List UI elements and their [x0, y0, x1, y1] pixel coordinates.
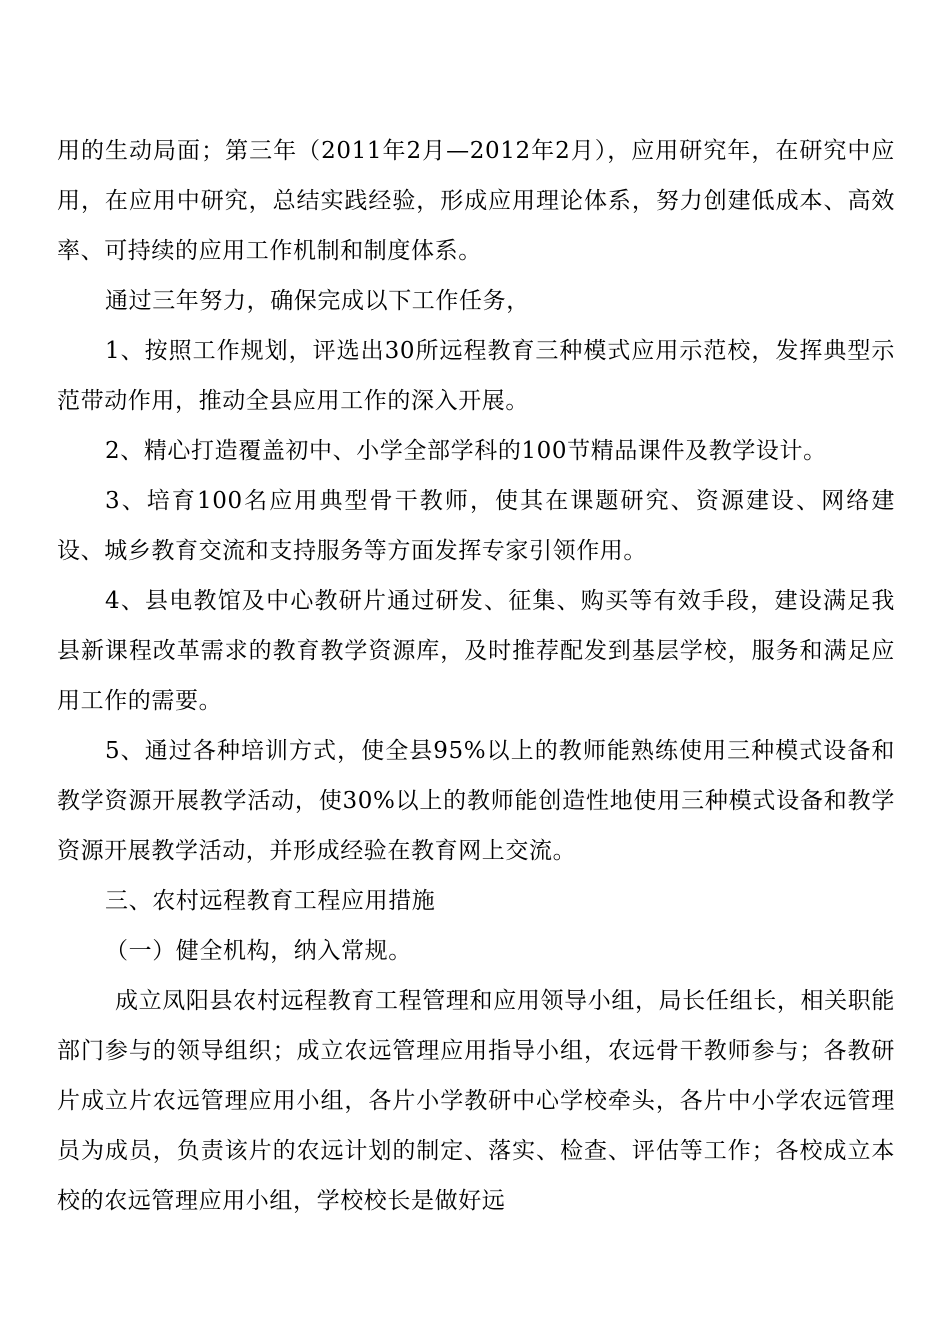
paragraph-task-3: 3、培育100名应用典型骨干教师，使其在课题研究、资源建设、网络建设、城乡教育交流和支持服务等方面发挥专家引领作用。 [57, 488, 895, 564]
document-page [57, 126, 895, 1226]
paragraph-task-4: 4、县电教馆及中心教研片通过研发、征集、购买等有效手段，建设满足我县新课程改革需求的教育教学资源库，及时推荐配发到基层学校，服务和满足应用工作的需要。 [57, 588, 895, 714]
subsection-heading-organization: （一）健全机构，纳入常规。 [105, 938, 412, 964]
paragraph-plan-third-year: 用的生动局面；第三年（2011年2月—2012年2月），应用研究年，在研究中应用，在应用中研究，总结实践经验，形成应用理论体系，努力创建低成本、高效率、可持续的应用工作机制和制度体系。 [57, 138, 895, 264]
paragraph-task-5: 5、通过各种培训方式，使全县95%以上的教师能熟练使用三种模式设备和教学资源开展教学活动，使30%以上的教师能创造性地使用三种模式设备和教学资源开展教学活动，并形成经验在教育网上交流。 [57, 738, 895, 864]
paragraph-organization: 成立凤阳县农村远程教育工程管理和应用领导小组，局长任组长，相关职能部门参与的领导组织；成立农远管理应用指导小组，农远骨干教师参与；各教研片成立片农远管理应用小组，各片小学教研中心学校牵头，各片中小学农远管理员为成员，负责该片的农远计划的制定、落实、检查、评估等工作；各校成立本校的农远管理应用小组，学校校长是做好远 [57, 988, 895, 1214]
paragraph-tasks-intro: 通过三年努力，确保完成以下工作任务， [105, 288, 530, 314]
paragraph-task-2: 2、精心打造覆盖初中、小学全部学科的100节精品课件及教学设计。 [105, 438, 827, 464]
section-heading-measures: 三、农村远程教育工程应用措施 [105, 888, 436, 914]
paragraph-task-1: 1、按照工作规划，评选出30所远程教育三种模式应用示范校，发挥典型示范带动作用，推动全县应用工作的深入开展。 [57, 338, 895, 414]
